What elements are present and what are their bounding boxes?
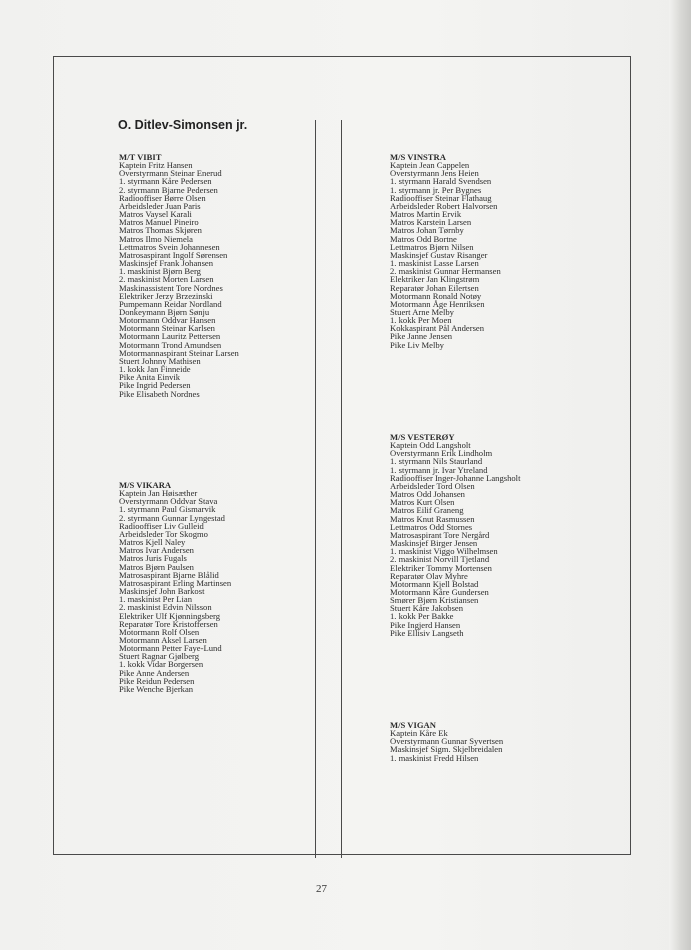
page-edge-shadow — [669, 0, 691, 950]
crew-member: Matros Juris Fugals — [119, 553, 187, 564]
crew-member: Arbeidsleder Tord Olsen — [390, 480, 475, 491]
ship-name: M/S VINSTRA — [390, 152, 446, 162]
crew-member: Matros Bjørn Paulsen — [119, 561, 194, 572]
crew-member: Matrosaspirant Bjarne Blålid — [119, 569, 219, 580]
crew-member: Donkeymann Bjørn Sønju — [119, 306, 210, 317]
crew-member: Maskinsjef John Barkost — [119, 586, 205, 597]
crew-member: Matros Ilmo Niemela — [119, 233, 193, 244]
crew-member: Motormann Oddvar Hansen — [119, 315, 216, 326]
crew-member: Matros Odd Johansen — [390, 489, 465, 500]
ship-section-vesteroy — [390, 433, 520, 637]
crew-member: Pike Ellisiv Langseth — [390, 627, 464, 638]
crew-member: 1. kokk Per Moen — [390, 315, 452, 326]
crew-member: Maskinsjef Sigm. Skjelbreidalen — [390, 744, 503, 755]
crew-member: 2. maskinist Norvill Tjetland — [390, 554, 490, 565]
crew-list — [119, 161, 239, 398]
crew-member: Matros Martin Ervik — [390, 209, 462, 220]
crew-member: Matros Kurt Olsen — [390, 497, 455, 508]
page-number: 27 — [316, 883, 327, 895]
crew-member: Matros Odd Bortne — [390, 233, 457, 244]
crew-member: Arbeidsleder Robert Halvorsen — [390, 200, 498, 211]
crew-member: Pumpemann Reidar Nordland — [119, 298, 222, 309]
crew-member: Kokkaspirant Pål Andersen — [390, 323, 485, 334]
crew-member: Matros Kjell Naley — [119, 537, 186, 548]
crew-member: 2. maskinist Gunnar Hermansen — [390, 266, 501, 277]
crew-member: Pike Janne Jensen — [390, 331, 453, 342]
crew-member: Matros Karstein Larsen — [390, 217, 472, 228]
crew-member: 1. maskinist Lasse Larsen — [390, 258, 479, 269]
crew-member: 2. styrmann Gunnar Lyngestad — [119, 512, 225, 523]
crew-member: Kaptein Odd Langsholt — [390, 440, 471, 451]
crew-member: Maskinsjef Gustav Risanger — [390, 249, 488, 260]
crew-member: 1. kokk Per Bakke — [390, 611, 454, 622]
crew-member: 1. styrmann Paul Gismarvik — [119, 504, 216, 515]
crew-member: Pike Anne Andersen — [119, 667, 190, 678]
ship-name: M/S VESTERØY — [390, 432, 455, 442]
crew-member: Maskinsjef Birger Jensen — [390, 538, 478, 549]
crew-member: Lettmatros Svein Johannesen — [119, 241, 220, 252]
ship-name: M/S VIKARA — [119, 480, 172, 490]
crew-member: 1. styrmann Harald Svendsen — [390, 176, 492, 187]
crew-member: Pike Reidun Pedersen — [119, 675, 195, 686]
crew-member: Reparatør Johan Eilertsen — [390, 282, 479, 293]
crew-member: Motormann Åge Henriksen — [390, 298, 485, 309]
crew-member: Motormannaspirant Steinar Larsen — [119, 347, 239, 358]
ship-name: M/T VIBIT — [119, 152, 162, 162]
column-divider-left — [315, 120, 316, 858]
crew-member: Stuert Ragnar Gjølberg — [119, 651, 200, 662]
crew-member: Radiooffiser Inger-Johanne Langsholt — [390, 472, 521, 483]
company-title: O. Ditlev-Simonsen jr. — [118, 118, 248, 132]
crew-member: Matrosaspirant Tore Nergård — [390, 529, 490, 540]
crew-member: Pike Elisabeth Nordnes — [119, 388, 200, 399]
crew-member: Reparatør Tore Kristoffersen — [119, 618, 218, 629]
crew-member: Motormann Trond Amundsen — [119, 339, 222, 350]
crew-member: Arbeidsleder Juan Paris — [119, 200, 201, 211]
crew-list — [390, 729, 503, 762]
crew-member: Kaptein Jean Cappelen — [390, 160, 470, 171]
crew-member: Radiooffiser Liv Gulleid — [119, 520, 204, 531]
crew-member: Overstyrmann Erik Lindholm — [390, 448, 493, 459]
crew-member: 1. kokk Vidar Borgersen — [119, 659, 204, 670]
crew-list — [390, 161, 501, 349]
ship-section-vinstra — [390, 153, 501, 349]
crew-member: Lettmatros Odd Stornes — [390, 521, 473, 532]
crew-member: 1. styrmann jr. Ivar Ytreland — [390, 464, 488, 475]
crew-member: Matros Thomas Skjøren — [119, 225, 202, 236]
crew-member: Motormann Aksel Larsen — [119, 634, 207, 645]
crew-member: Motormann Steinar Karlsen — [119, 323, 215, 334]
crew-member: Overstyrmann Jens Heien — [390, 168, 479, 179]
ship-section-vibit — [119, 153, 239, 398]
crew-member: Matros Eilif Graneng — [390, 505, 464, 516]
crew-member: Matros Ivar Andersen — [119, 545, 194, 556]
crew-member: Arbeidsleder Tor Skogmo — [119, 528, 208, 539]
crew-member: Kaptein Jan Høisæther — [119, 488, 198, 499]
crew-member: Pike Liv Melby — [390, 339, 444, 350]
crew-member: 1. styrmann jr. Per Bygnes — [390, 184, 482, 195]
crew-member: 1. styrmann Nils Staurland — [390, 456, 483, 467]
crew-member: Matros Johan Tørnby — [390, 225, 464, 236]
ship-section-vikara — [119, 481, 231, 693]
crew-member: 2. maskinist Edvin Nilsson — [119, 602, 212, 613]
crew-member: 2. maskinist Morten Larsen — [119, 274, 214, 285]
crew-member: Overstyrmann Gunnar Syvertsen — [390, 736, 504, 747]
crew-member: 2. styrmann Bjarne Pedersen — [119, 184, 218, 195]
crew-member: Matros Vaysel Karali — [119, 209, 192, 220]
crew-member: Reparatør Olav Myhre — [390, 570, 468, 581]
crew-member: Overstyrmann Oddvar Stava — [119, 496, 218, 507]
crew-member: Motormann Lauritz Pettersen — [119, 331, 221, 342]
crew-member: Kaptein Fritz Hansen — [119, 160, 193, 171]
crew-member: 1. styrmann Kåre Pedersen — [119, 176, 212, 187]
crew-member: Pike Anita Einvik — [119, 372, 181, 383]
crew-member: Matros Knut Rasmussen — [390, 513, 475, 524]
crew-list — [119, 489, 231, 693]
crew-member: Matrosaspirant Erling Martinsen — [119, 577, 232, 588]
crew-list — [390, 441, 520, 637]
crew-member: Stuert Kåre Jakobsen — [390, 603, 464, 614]
crew-member: Radiooffiser Steinar Flathaug — [390, 192, 492, 203]
ship-section-vigan — [390, 721, 503, 762]
crew-member: Matrosaspirant Ingolf Sørensen — [119, 249, 228, 260]
crew-member: Maskinsjef Frank Johansen — [119, 258, 214, 269]
crew-member: Elektriker Tommy Mortensen — [390, 562, 492, 573]
crew-member: 1. maskinist Bjørn Berg — [119, 266, 201, 277]
crew-member: Smører Bjørn Kristiansen — [390, 595, 479, 606]
crew-member: 1. kokk Jan Finneide — [119, 364, 191, 375]
crew-member: Motormann Kåre Gundersen — [390, 586, 489, 597]
crew-member: 1. maskinist Fredd Hilsen — [390, 752, 479, 763]
crew-member: Pike Ingjerd Hansen — [390, 619, 461, 630]
crew-member: Elektriker Jerzy Brzezinski — [119, 290, 213, 301]
crew-member: Radiooffiser Børre Olsen — [119, 192, 206, 203]
crew-member: Stuert Arne Melby — [390, 306, 454, 317]
crew-member: Matros Manuel Pineiro — [119, 217, 199, 228]
crew-member: Maskinassistent Tore Nordnes — [119, 282, 223, 293]
crew-member: Pike Wenche Bjerkan — [119, 683, 194, 694]
crew-member: Elektriker Ulf Kjønningsberg — [119, 610, 221, 621]
crew-member: Stuert Johnny Mathisen — [119, 355, 201, 366]
crew-member: Motormann Kjell Bolstad — [390, 578, 479, 589]
crew-member: 1. maskinist Per Lian — [119, 594, 193, 605]
crew-member: Overstyrmann Steinar Enerud — [119, 168, 222, 179]
crew-member: Kaptein Kåre Ek — [390, 728, 448, 739]
crew-member: 1. maskinist Viggo Wilhelmsen — [390, 546, 498, 557]
crew-member: Motormann Petter Faye-Lund — [119, 643, 222, 654]
crew-member: Lettmatros Bjørn Nilsen — [390, 241, 474, 252]
crew-member: Pike Ingrid Pedersen — [119, 380, 191, 391]
crew-member: Elektriker Jan Klingstrøm — [390, 274, 480, 285]
crew-member: Motormann Ronald Notøy — [390, 290, 482, 301]
ship-name: M/S VIGAN — [390, 720, 436, 730]
crew-member: Motormann Rolf Olsen — [119, 626, 200, 637]
column-divider-right — [341, 120, 342, 858]
